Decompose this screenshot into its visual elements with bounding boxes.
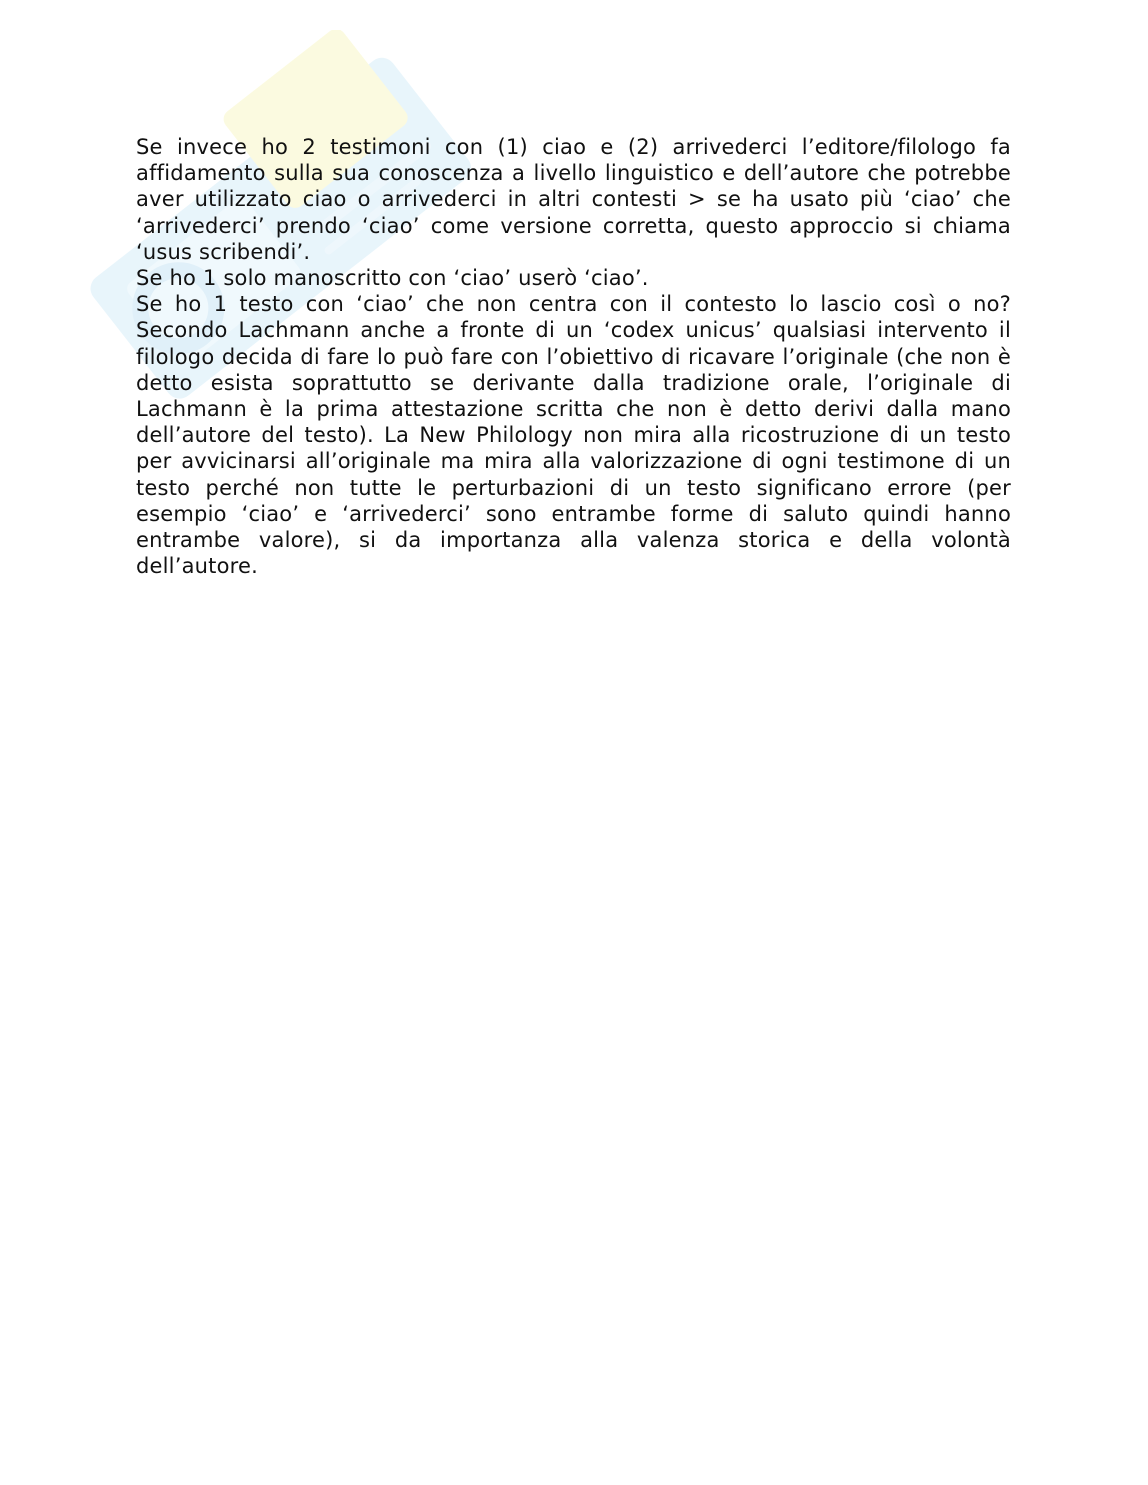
body-text xyxy=(136,134,1011,579)
paragraph-solo-manoscritto: Se ho 1 solo manoscritto con ‘ciao’ userò ‘ciao’. xyxy=(136,266,649,291)
paragraph-usus-scribendi: Se invece ho 2 testimoni con (1) ciao e (2) arrivederci l’editore/filologo fa affidamento sulla sua conoscenza a livello linguistico e dell’autore che potrebbe aver utilizzato ciao o arrivederci in altri contesti > se ha usato più ‘ciao’ che ‘arrivederci’ prendo ‘ciao’ come versione corretta, questo approccio si chiama ‘usus scribendi’. xyxy=(136,135,1011,264)
paragraph-lachmann-new-philology: Se ho 1 testo con ‘ciao’ che non centra con il contesto lo lascio così o no? Secondo Lachmann anche a fronte di un ‘codex unicus’ qualsiasi intervento il filologo decida di fare lo può fare con l’obiettivo di ricavare l’originale (che non è detto esista soprattutto se derivante dalla tradizione orale, l’originale di Lachmann è la prima attestazione scritta che non è detto derivi dalla mano dell’autore del testo). La New Philology non mira alla ricostruzione di un testo per avvicinarsi all’originale ma mira alla valorizzazione di ogni testimone di un testo perché non tutte le perturbazioni di un testo significano errore (per esempio ‘ciao’ e ‘arrivederci’ sono entrambe forme di saluto quindi hanno entrambe valore), si da importanza alla valenza storica e della volontà dell’autore. xyxy=(136,292,1011,579)
